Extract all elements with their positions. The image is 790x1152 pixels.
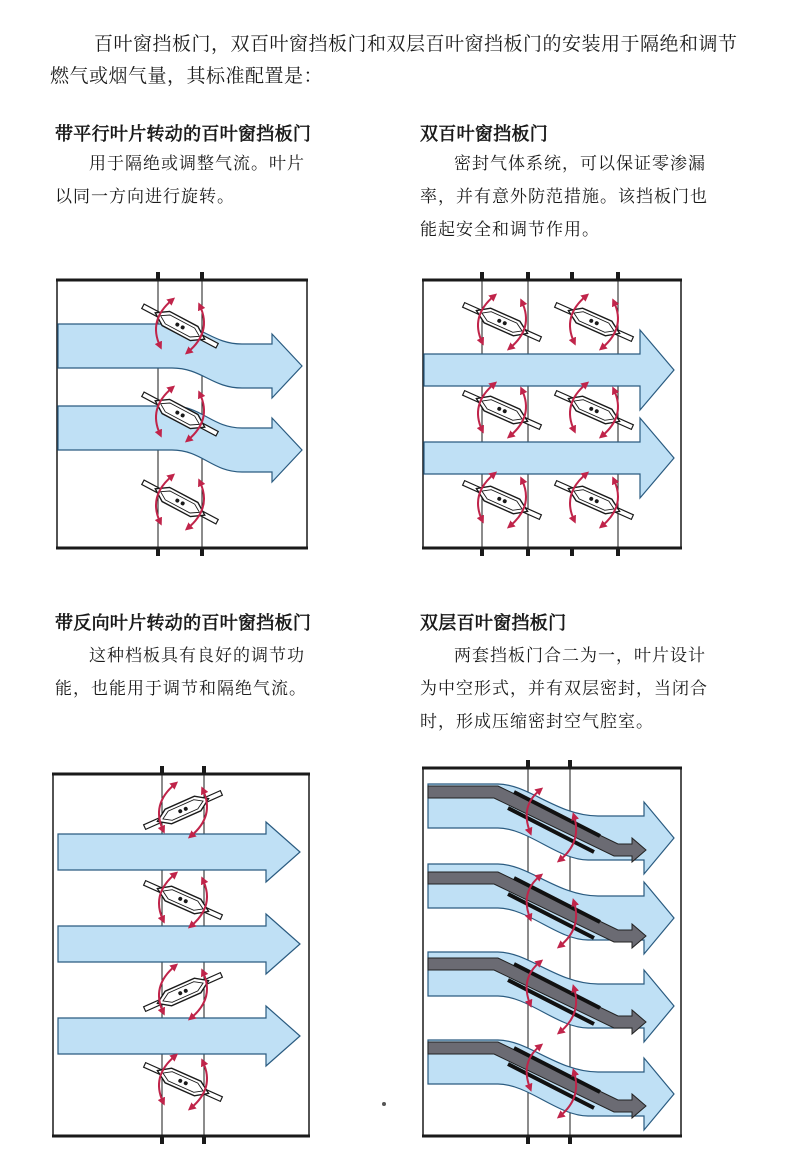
desc-line: 两套挡板门合二为一，叶片设计 [454, 646, 706, 666]
shaft-marker-bottom [616, 547, 620, 556]
shaft-marker-top [480, 272, 484, 281]
desc-line: 时，形成压缩密封空气腔室。 [420, 712, 654, 732]
section-desc-opposed [55, 640, 375, 706]
intro-line-2: 燃气或烟气量，其标准配置是： [50, 65, 324, 87]
diagram-opposed-blade-damper [48, 760, 314, 1146]
damper-frame-background [422, 280, 682, 548]
desc-line: 能，也能用于调节和隔绝气流。 [55, 679, 307, 699]
shaft-marker-top [568, 760, 572, 769]
section-desc-double [420, 148, 750, 247]
section-title-parallel: 带平行叶片转动的百叶窗挡板门 [55, 124, 312, 145]
shaft-marker-bottom [156, 547, 160, 556]
diagram-double-louver-damper [418, 266, 686, 558]
desc-line: 密封气体系统，可以保证零渗漏 [454, 154, 706, 174]
diagram-double-layer-damper [418, 756, 686, 1146]
print-speck [382, 1102, 386, 1106]
desc-line: 以同一方向进行旋转。 [55, 187, 235, 207]
shaft-marker-top [526, 760, 530, 769]
desc-line: 能起安全和调节作用。 [420, 220, 600, 240]
desc-line: 这种档板具有良好的调节功 [89, 646, 305, 666]
shaft-marker-top [570, 272, 574, 281]
shaft-marker-top [160, 766, 164, 775]
section-desc-double-layer [420, 640, 750, 739]
shaft-marker-top [200, 272, 204, 281]
shaft-marker-top [616, 272, 620, 281]
intro-paragraph [50, 28, 750, 92]
shaft-marker-bottom [526, 547, 530, 556]
shaft-marker-bottom [526, 1135, 530, 1144]
desc-line: 为中空形式，并有双层密封，当闭合 [420, 679, 708, 699]
shaft-marker-bottom [568, 1135, 572, 1144]
shaft-marker-top [526, 272, 530, 281]
shaft-marker-bottom [202, 1135, 206, 1144]
shaft-marker-bottom [160, 1135, 164, 1144]
shaft-marker-top [156, 272, 160, 281]
shaft-marker-top [202, 766, 206, 775]
shaft-marker-bottom [200, 547, 204, 556]
shaft-marker-bottom [480, 547, 484, 556]
section-title-opposed: 带反向叶片转动的百叶窗挡板门 [55, 613, 312, 634]
diagram-parallel-blade-damper [52, 266, 312, 558]
section-desc-parallel [55, 148, 355, 214]
section-title-double-layer: 双层百叶窗挡板门 [420, 613, 567, 634]
section-title-double: 双百叶窗挡板门 [420, 124, 549, 145]
desc-line: 用于隔绝或调整气流。叶片 [89, 154, 305, 174]
intro-line-1: 百叶窗挡板门，双百叶窗挡板门和双层百叶窗挡板门的安装用于隔绝和调节 [94, 33, 738, 55]
shaft-marker-bottom [570, 547, 574, 556]
desc-line: 率，并有意外防范措施。该挡板门也 [420, 187, 708, 207]
